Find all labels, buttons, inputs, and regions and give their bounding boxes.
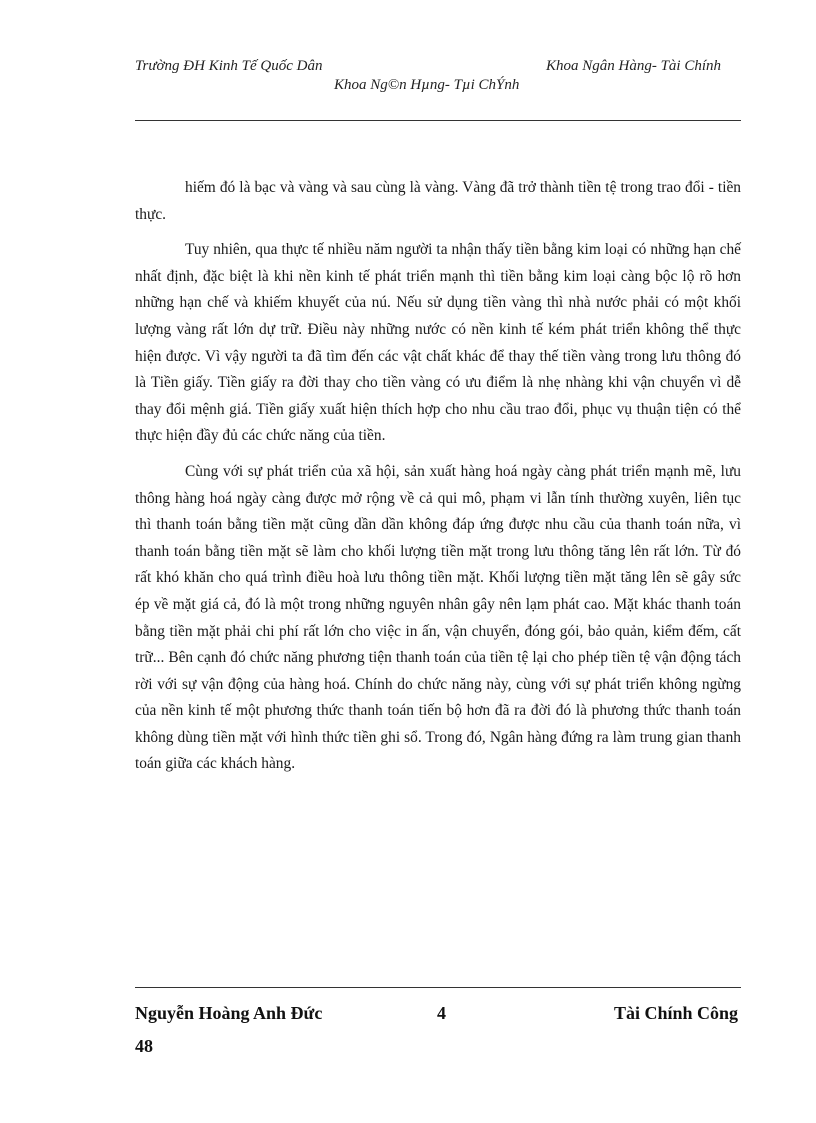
header-faculty: Khoa Ngân Hàng- Tài Chính bbox=[546, 58, 722, 74]
header-rule bbox=[135, 120, 741, 121]
footer-author: Nguyễn Hoàng Anh Đức bbox=[135, 1003, 323, 1023]
header-university: Trường ĐH Kinh Tế Quốc Dân bbox=[135, 58, 323, 74]
footer-page-number: 4 bbox=[437, 1003, 446, 1023]
paragraph-1: hiếm đó là bạc và vàng và sau cùng là vàng. Vàng đã trở thành tiền tệ trong trao đổi - tiền thực. bbox=[135, 179, 741, 223]
footer-course: Tài Chính Công bbox=[614, 1003, 739, 1023]
header-faculty-garbled: Khoa Ng©n Hµng- Tµi ChÝnh bbox=[334, 77, 520, 93]
footer-class-number: 48 bbox=[135, 1036, 153, 1056]
footer-rule bbox=[135, 987, 741, 988]
paragraph-2: Tuy nhiên, qua thực tế nhiều năm người ta nhận thấy tiền bằng kim loại có những hạn chế nhất định, đặc biệt là khi nền kinh tế phát triển mạnh thì tiền bằng kim loại càng bộc lộ rõ hơn những hạn chế và khiếm khuyết của nú. Nếu sử dụng tiền vàng thì nhà nước phải có một khối lượng vàng rất lớn dự trữ. Điều này những nước có nền kinh tế kém phát triển không thể thực hiện được. Vì vậy người ta đã tìm đến các vật chất khác để thay thế tiền vàng trong lưu thông đó là Tiền giấy. Tiền giấy ra đời thay cho tiền vàng có ưu điểm là nhẹ nhàng khi vận chuyển vì dễ thay đổi mệnh giá. Tiền giấy xuất hiện thích hợp cho nhu cầu trao đổi, phục vụ thuận tiện có thể thực hiện đầy đủ các chức năng của tiền. bbox=[135, 241, 741, 445]
paragraph-3: Cùng với sự phát triển của xã hội, sản xuất hàng hoá ngày càng phát triển mạnh mẽ, lưu thông hàng hoá ngày càng được mở rộng về cả qui mô, phạm vi lẫn tính thường xuyên, liên tục thì thanh toán bằng tiền mặt cũng dần dần không đáp ứng được nhu cầu của thanh toán nữa, vì thanh toán bằng tiền mặt sẽ làm cho khối lượng tiền mặt trong lưu thông tăng lên rất lớn. Từ đó rất khó khăn cho quá trình điều hoà lưu thông tiền mặt. Khối lượng tiền mặt tăng lên sẽ gây sức ép về mặt giá cả, đó là một trong những nguyên nhân gây nên lạm phát cao. Mặt khác thanh toán bằng tiền mặt phải chi phí rất lớn cho việc in ấn, vận chuyển, đóng gói, bảo quản, kiểm đếm, cất trữ... Bên cạnh đó chức năng phương tiện thanh toán của tiền tệ lại cho phép tiền tệ vận động tách rời với sự vận động của hàng hoá. Chính do chức năng này, cùng với sự phát triển không ngừng của nền kinh tế một phương thức thanh toán tiến bộ hơn đã ra đời đó là phương thức thanh toán không dùng tiền mặt với hình thức tiền ghi sổ. Trong đó, Ngân hàng đứng ra làm trung gian thanh toán giữa các khách hàng. bbox=[135, 462, 741, 773]
body-text bbox=[135, 175, 741, 787]
